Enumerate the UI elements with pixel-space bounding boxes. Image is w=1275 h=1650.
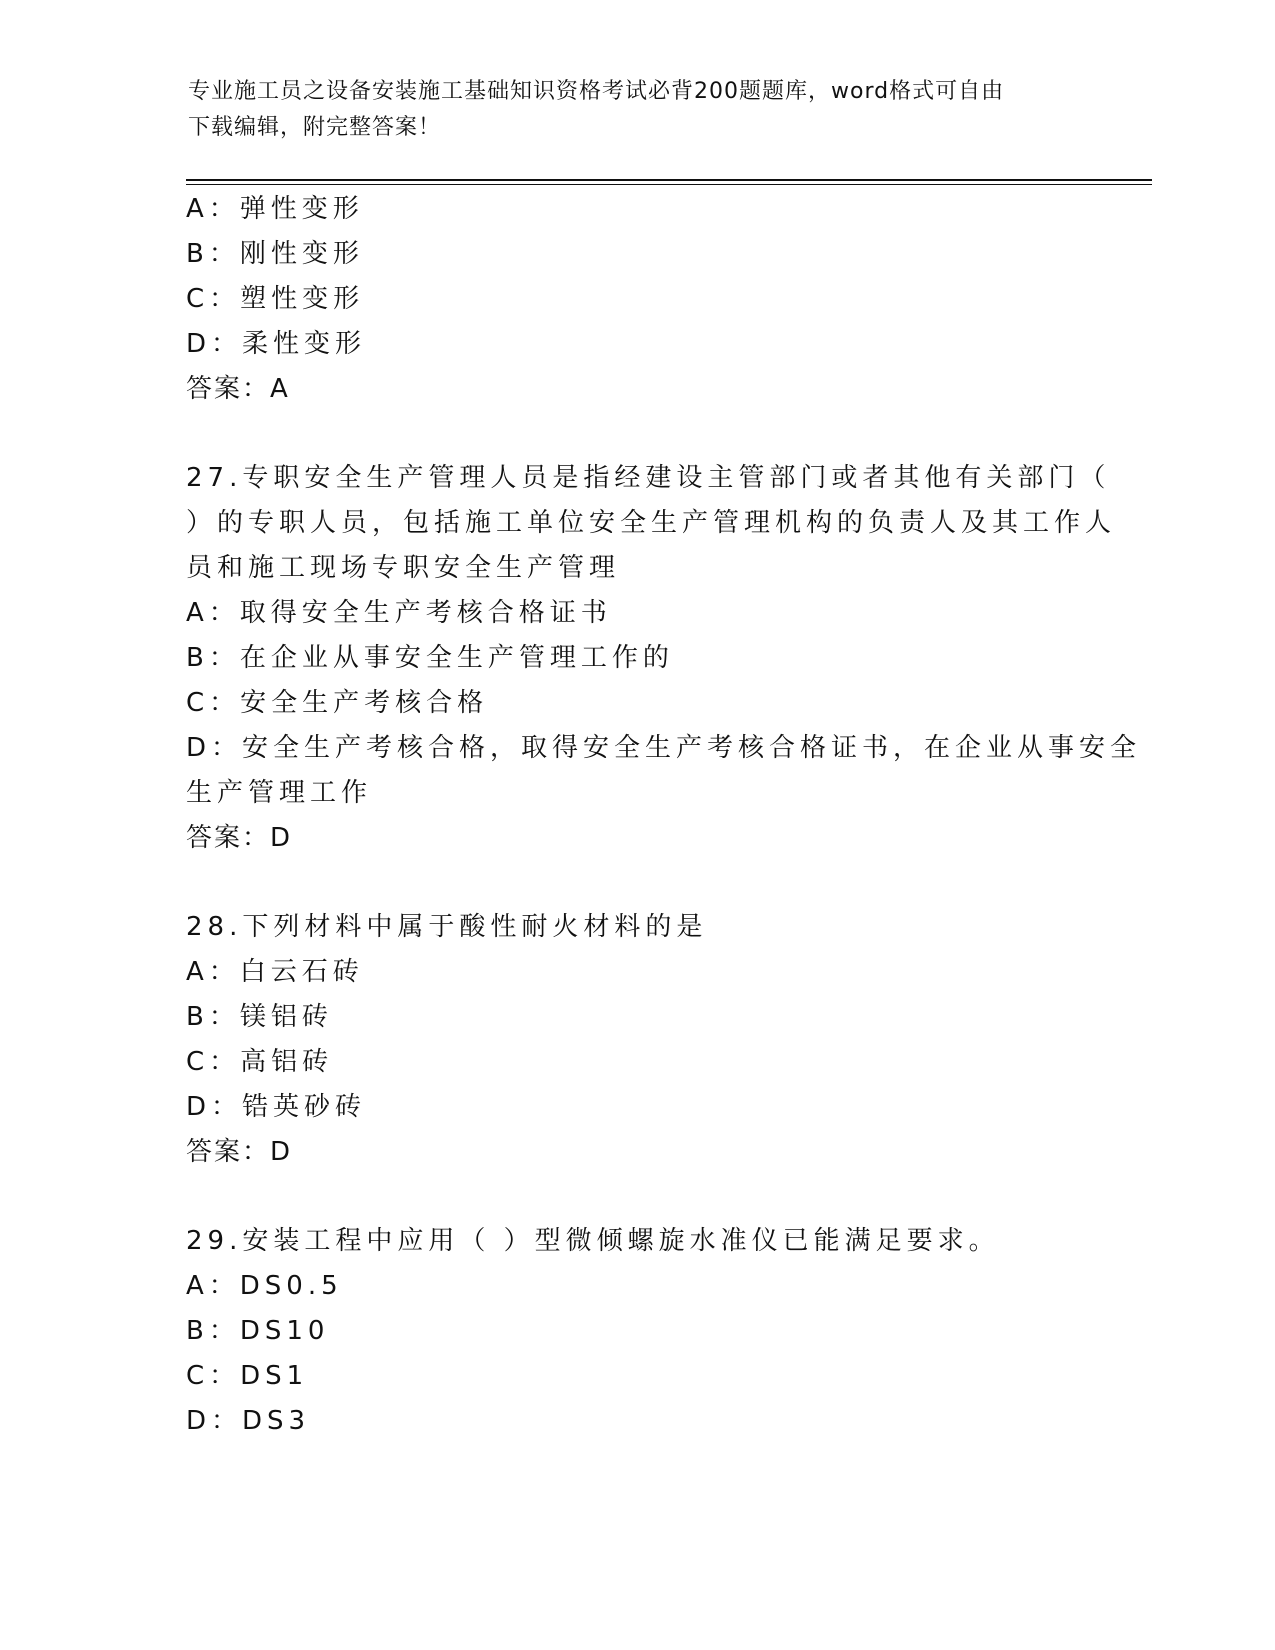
- q27-question-line-2: ）的专职人员，包括施工单位安全生产管理机构的负责人及其工作人: [186, 508, 1117, 538]
- q27-question-line-1: 27.专职安全生产管理人员是指经建设主管部门或者其他有关部门（: [186, 463, 1111, 493]
- header-divider-thick: [186, 179, 1152, 181]
- q29-option-d: D：DS3: [186, 1406, 311, 1436]
- q27-question-line-3: 员和施工现场专职安全生产管理: [186, 553, 621, 583]
- q28-option-c: C：高铝砖: [186, 1047, 334, 1077]
- q28-option-d: D：锆英砂砖: [186, 1092, 367, 1122]
- q28-option-b: B：镁铝砖: [186, 1002, 333, 1032]
- q26-option-d: D：柔性变形: [186, 329, 367, 359]
- document-header: [188, 74, 1088, 146]
- q28-option-a: A：白云石砖: [186, 957, 364, 987]
- q29-option-a: A：DS0.5: [186, 1271, 343, 1301]
- q29-option-b: B：DS10: [186, 1316, 330, 1346]
- q26-option-b: B：刚性变形: [186, 239, 364, 269]
- header-line-1: 专业施工员之设备安装施工基础知识资格考试必背200题题库，word格式可自由: [188, 79, 1005, 104]
- q29-question: 29.安装工程中应用（ ）型微倾螺旋水准仪已能满足要求。: [186, 1226, 1000, 1256]
- q27-option-c: C：安全生产考核合格: [186, 688, 489, 718]
- q29-option-c: C：DS1: [186, 1361, 309, 1391]
- q27-answer: 答案：D: [186, 823, 293, 853]
- q27-option-d: D：安全生产考核合格，取得安全生产考核合格证书，在企业从事安全: [186, 733, 1142, 763]
- q26-answer: 答案：A: [186, 374, 290, 404]
- q28-question: 28.下列材料中属于酸性耐火材料的是: [186, 912, 708, 942]
- q28-answer: 答案：D: [186, 1137, 293, 1167]
- q27-option-a: A：取得安全生产考核合格证书: [186, 598, 612, 628]
- q26-option-a: A：弹性变形: [186, 194, 364, 224]
- q26-option-c: C：塑性变形: [186, 284, 365, 314]
- header-divider-thin: [186, 184, 1152, 185]
- q27-option-d-continued: 生产管理工作: [186, 778, 373, 808]
- q27-option-b: B：在企业从事安全生产管理工作的: [186, 643, 674, 673]
- header-line-2: 下载编辑，附完整答案！: [188, 115, 442, 140]
